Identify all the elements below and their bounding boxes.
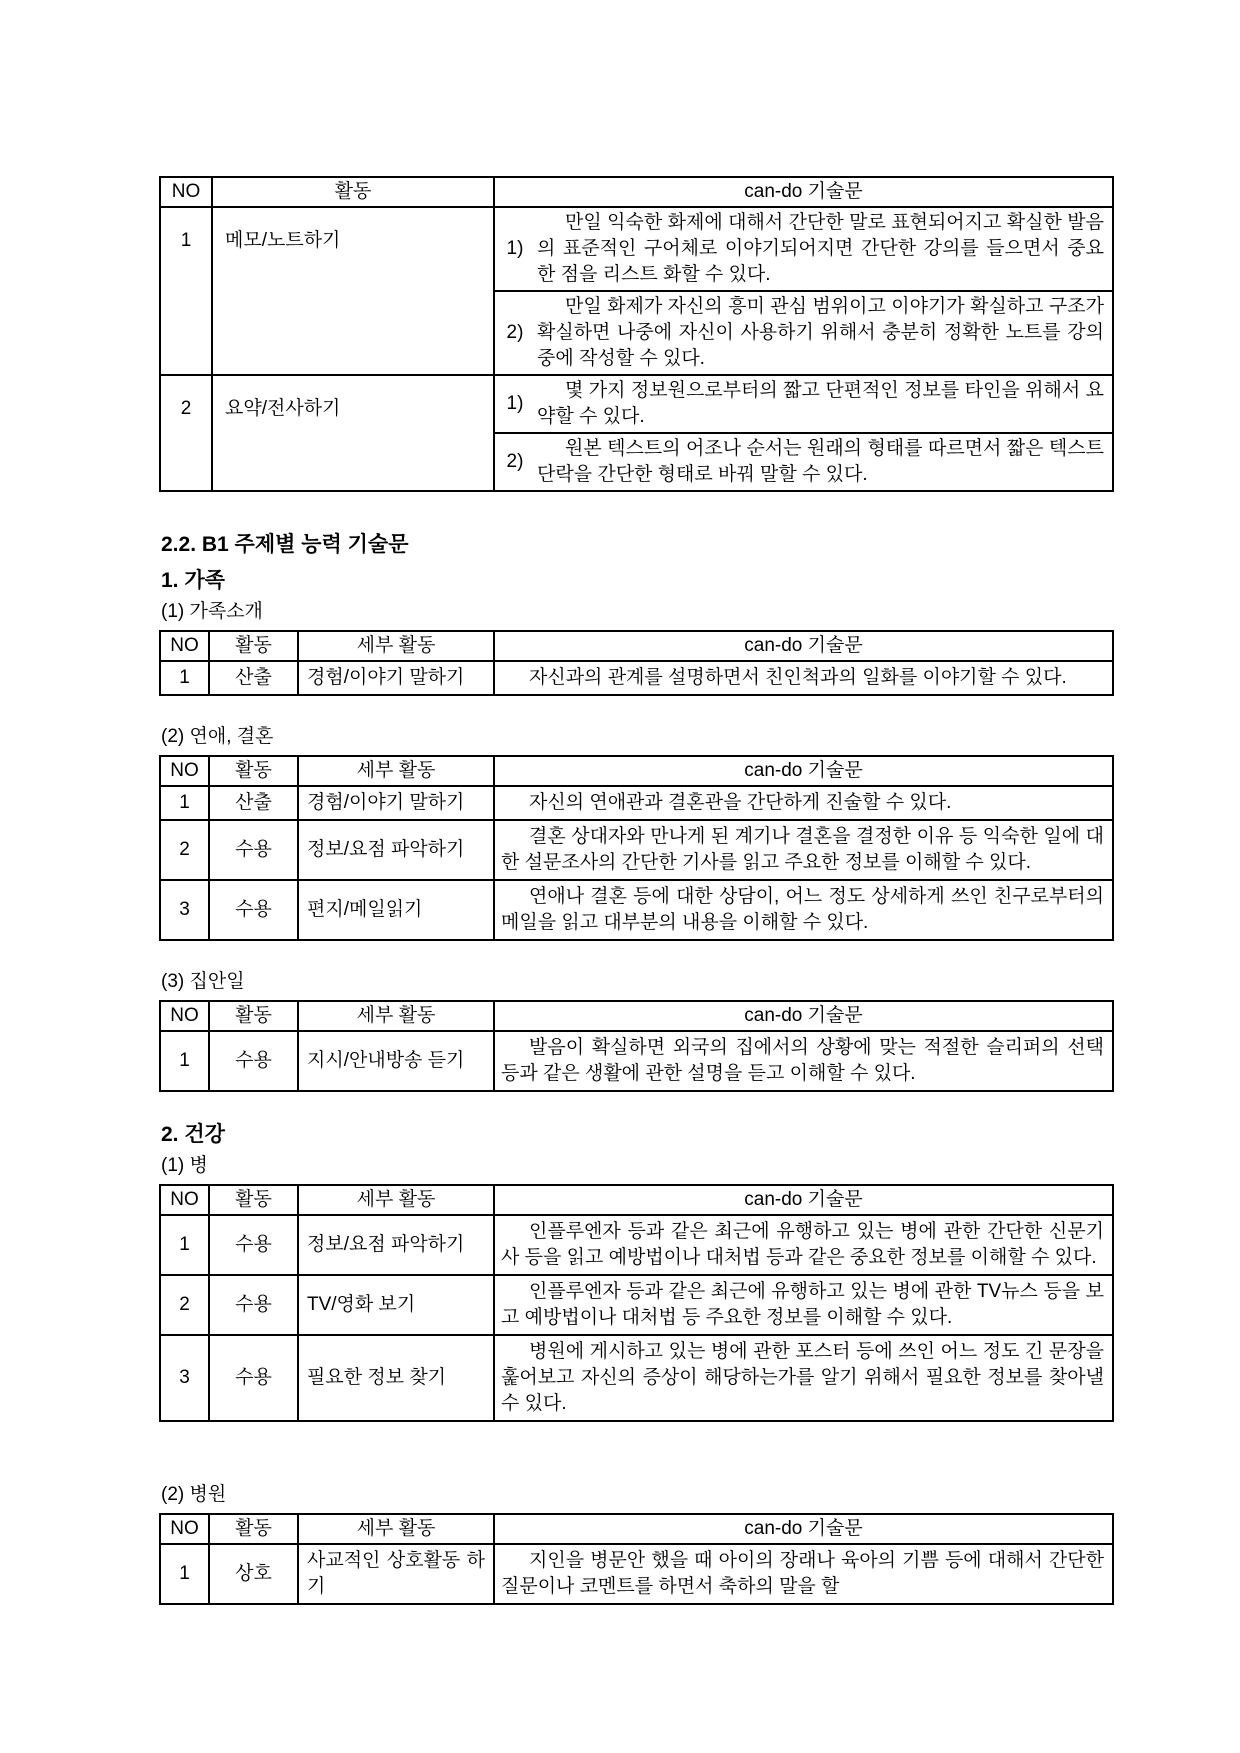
column-header-cando: can-do 기술문 (494, 1185, 1113, 1215)
cando-cell (494, 1215, 1113, 1275)
column-header-cando: can-do 기술문 (494, 756, 1113, 786)
item-number: 2) (506, 451, 524, 472)
column-header-activity: 활동 (209, 1001, 298, 1031)
detail-activity-cell: 정보/요점 파악하기 (298, 1215, 494, 1275)
detail-activity-cell: 정보/요점 파악하기 (298, 820, 494, 880)
row-number: 1 (160, 786, 209, 820)
cando-text: 지인을 병문안 했을 때 아이의 장래나 육아의 기쁨 등에 대해서 간단한 질문이나 코멘트를 하면서 축하의 말을 할 (501, 1550, 1104, 1597)
topic-heading: 1. 가족 (161, 569, 225, 592)
column-header-activity: 활동 (209, 1185, 298, 1215)
row-number: 2 (160, 820, 209, 880)
activity-cell: 상호 (209, 1544, 298, 1604)
detail-activity-cell: TV/영화 보기 (298, 1275, 494, 1335)
row-number: 1 (160, 207, 212, 375)
column-header-activity: 활동 (209, 756, 298, 786)
subsection-label: (3) 집안일 (161, 971, 245, 992)
cando-text: 연애나 결혼 등에 대한 상담이, 어느 정도 상세하게 쓰인 친구로부터의 메일을 읽고 대부분의 내용을 이해할 수 있다. (501, 886, 1104, 933)
column-header-detail: 세부 활동 (298, 1185, 494, 1215)
activity-cell: 수용 (209, 820, 298, 880)
table-row (160, 1275, 1113, 1335)
column-header-no: NO (160, 631, 209, 661)
cando-item (495, 290, 1112, 374)
cando-item (495, 208, 1112, 290)
column-header-activity: 활동 (209, 631, 298, 661)
table-header-row (160, 1185, 1113, 1215)
table-row (160, 1031, 1113, 1091)
detail-activity-cell: 경험/이야기 말하기 (298, 661, 494, 695)
detail-activity-cell: 사교적인 상호활동 하기 (298, 1544, 494, 1604)
table-row (160, 1544, 1113, 1604)
cando-item (495, 432, 1112, 490)
column-header-detail: 세부 활동 (298, 631, 494, 661)
activity-cell: 요약/전사하기 (212, 375, 494, 491)
section-heading: 2.2. B1 주제별 능력 기술문 (161, 533, 409, 556)
cando-text: 인플루엔자 등과 같은 최근에 유행하고 있는 병에 관한 TV뉴스 등을 보고 예방법이나 대처법 등 주요한 정보를 이해할 수 있다. (501, 1281, 1104, 1328)
table-row (160, 1215, 1113, 1275)
activity-cell: 산출 (209, 661, 298, 695)
cando-cell (494, 207, 1113, 375)
cando-text: 자신의 연애관과 결혼관을 간단하게 진술할 수 있다. (529, 792, 952, 813)
column-header-cando: can-do 기술문 (494, 631, 1113, 661)
table-row (160, 661, 1113, 695)
detail-activity-cell: 지시/안내방송 듣기 (298, 1031, 494, 1091)
item-number: 1) (506, 238, 524, 259)
activity-cell: 수용 (209, 1031, 298, 1091)
cando-cell (494, 661, 1113, 695)
row-number: 3 (160, 1335, 209, 1421)
column-header-detail: 세부 활동 (298, 1514, 494, 1544)
cando-text: 자신과의 관계를 설명하면서 친인척과의 일화를 이야기할 수 있다. (529, 667, 1067, 688)
cando-table (159, 755, 1114, 941)
column-header-cando: can-do 기술문 (494, 1001, 1113, 1031)
cando-table (159, 1513, 1114, 1605)
item-number: 1) (506, 393, 524, 414)
row-number: 3 (160, 880, 209, 940)
activity-cando-table (159, 176, 1114, 492)
subsection-label: (2) 병원 (161, 1484, 227, 1505)
cando-text: 발음이 확실하면 외국의 집에서의 상황에 맞는 적절한 슬리퍼의 선택 등과 같은 생활에 관한 설명을 듣고 이해할 수 있다. (501, 1037, 1104, 1084)
cando-text: 원본 텍스트의 어조나 순서는 원래의 형태를 따르면서 짧은 텍스트 단락을 간단한 형태로 바꿔 말할 수 있다. (537, 438, 1104, 485)
cando-cell (494, 1275, 1113, 1335)
detail-activity-cell: 편지/메일읽기 (298, 880, 494, 940)
table-row (160, 1335, 1113, 1421)
column-header-no: NO (160, 1001, 209, 1031)
column-header-cando: can-do 기술문 (494, 1514, 1113, 1544)
column-header-no: NO (160, 1185, 209, 1215)
cando-cell (494, 375, 1113, 491)
item-number: 2) (506, 322, 524, 343)
cando-text: 만일 익숙한 화제에 대해서 간단한 말로 표현되어지고 확실한 발음의 표준적인 구어체로 이야기되어지면 간단한 강의를 들으면서 중요한 점을 리스트 화할 수 있다. (537, 212, 1104, 285)
column-header-detail: 세부 활동 (298, 1001, 494, 1031)
activity-cell: 수용 (209, 880, 298, 940)
cando-cell (494, 1031, 1113, 1091)
cando-table (159, 1184, 1114, 1422)
column-header-no: NO (160, 1514, 209, 1544)
cando-table (159, 1000, 1114, 1092)
column-header-no: NO (160, 756, 209, 786)
row-number: 1 (160, 1031, 209, 1091)
cando-cell (494, 1544, 1113, 1604)
cando-cell (494, 820, 1113, 880)
table-header-row (160, 756, 1113, 786)
cando-cell (494, 880, 1113, 940)
subsection-label: (1) 가족소개 (161, 601, 263, 622)
column-header-activity: 활동 (212, 177, 494, 207)
row-number: 1 (160, 1215, 209, 1275)
subsection-label: (2) 연애, 결혼 (161, 726, 274, 747)
cando-item (495, 376, 1112, 432)
cando-cell (494, 786, 1113, 820)
table-header-row (160, 631, 1113, 661)
activity-cell: 수용 (209, 1215, 298, 1275)
column-header-cando: can-do 기술문 (494, 177, 1113, 207)
activity-cell: 메모/노트하기 (212, 207, 494, 375)
table-header-row (160, 1001, 1113, 1031)
table-row (160, 880, 1113, 940)
cando-text: 만일 화제가 자신의 흥미 관심 범위이고 이야기가 확실하고 구조가 확실하면 나중에 자신이 사용하기 위해서 충분히 정확한 노트를 강의 중에 작성할 수 있다. (537, 296, 1104, 369)
row-number: 1 (160, 1544, 209, 1604)
table-row (160, 820, 1113, 880)
cando-text: 병원에 게시하고 있는 병에 관한 포스터 등에 쓰인 어느 정도 긴 문장을 훑어보고 자신의 증상이 해당하는가를 알기 위해서 필요한 정보를 찾아낼 수 있다. (501, 1341, 1104, 1414)
cando-table (159, 630, 1114, 696)
cando-text: 몇 가지 정보원으로부터의 짧고 단편적인 정보를 타인을 위해서 요약할 수 있다. (537, 380, 1104, 427)
column-header-no: NO (160, 177, 212, 207)
cando-text: 결혼 상대자와 만나게 된 계기나 결혼을 결정한 이유 등 익숙한 일에 대한 설문조사의 간단한 기사를 읽고 주요한 정보를 이해할 수 있다. (501, 826, 1104, 873)
column-header-activity: 활동 (209, 1514, 298, 1544)
row-number: 1 (160, 661, 209, 695)
row-number: 2 (160, 375, 212, 491)
activity-cell: 산출 (209, 786, 298, 820)
table-row (160, 207, 1113, 375)
detail-activity-cell: 경험/이야기 말하기 (298, 786, 494, 820)
table-header-row (160, 177, 1113, 207)
activity-cell: 수용 (209, 1335, 298, 1421)
table-header-row (160, 1514, 1113, 1544)
column-header-detail: 세부 활동 (298, 756, 494, 786)
topic-heading: 2. 건강 (161, 1123, 225, 1146)
subsection-label: (1) 병 (161, 1155, 208, 1176)
row-number: 2 (160, 1275, 209, 1335)
cando-cell (494, 1335, 1113, 1421)
detail-activity-cell: 필요한 정보 찾기 (298, 1335, 494, 1421)
activity-cell: 수용 (209, 1275, 298, 1335)
cando-text: 인플루엔자 등과 같은 최근에 유행하고 있는 병에 관한 간단한 신문기사 등을 읽고 예방법이나 대처법 등과 같은 중요한 정보를 이해할 수 있다. (501, 1221, 1104, 1268)
table-row (160, 786, 1113, 820)
table-row (160, 375, 1113, 491)
